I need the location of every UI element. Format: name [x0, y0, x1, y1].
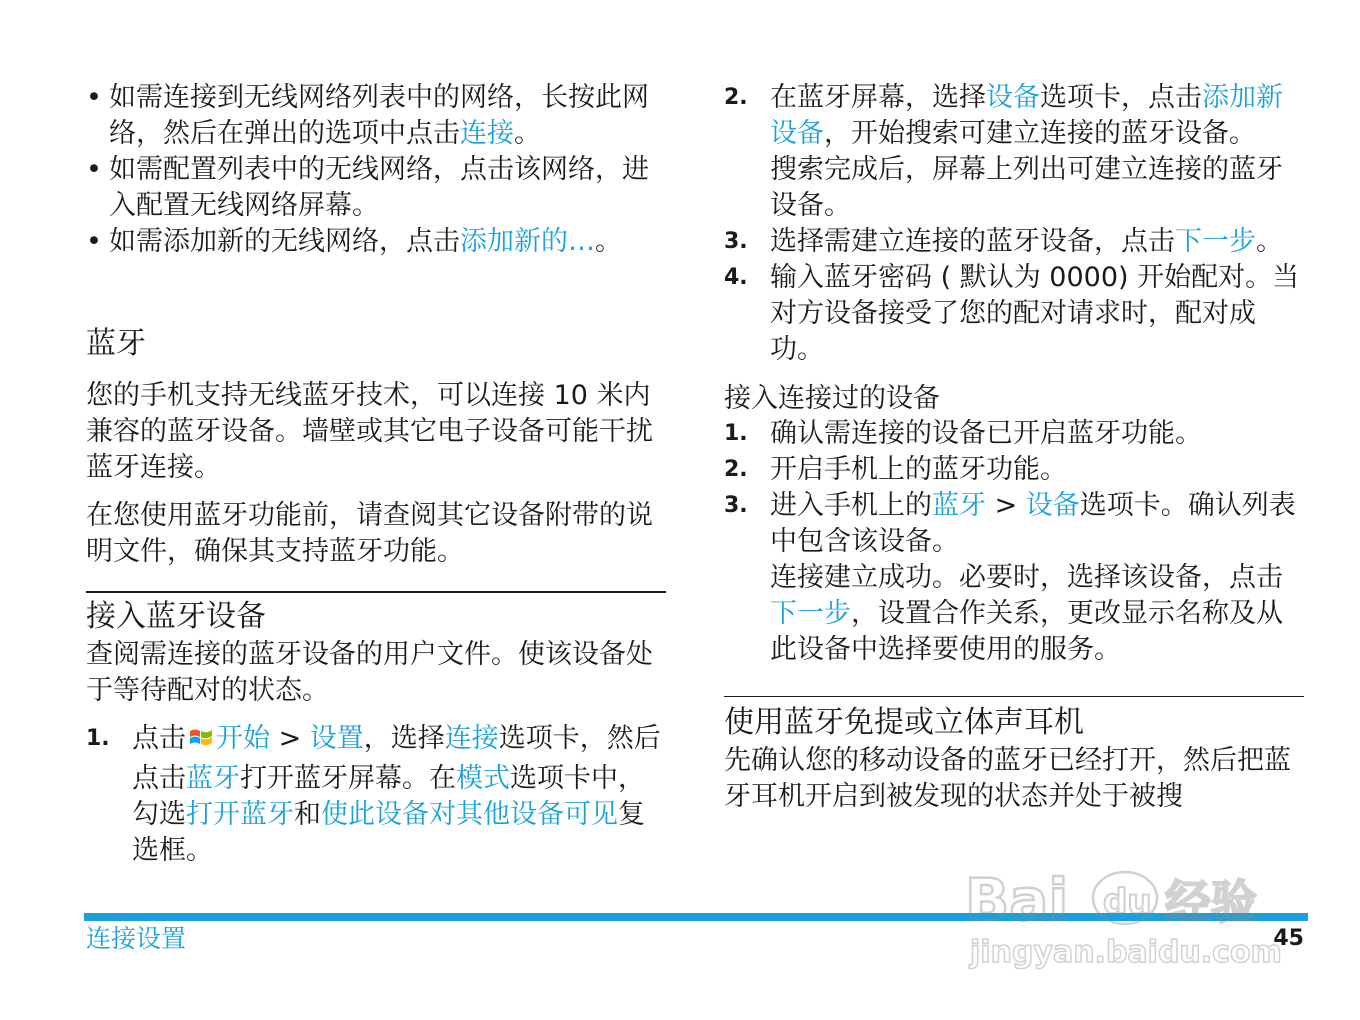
step-subtext: 连接建立成功。必要时，选择该设备，点击下一步，设置合作关系，更改显示名称及从此设备中选择要使用的服务。 — [770, 562, 1283, 665]
bullet-item: • 如需连接到无线网络列表中的网络，长按此网络，然后在弹出的选项中点击连接。 — [86, 82, 649, 149]
bullet-item: • 如需添加新的无线网络，点击添加新的…。 — [86, 224, 666, 260]
step-item: 2. 开启手机上的蓝牙功能。 — [724, 452, 1304, 488]
bluetooth-intro: 您的手机支持无线蓝牙技术，可以连接 10 米内兼容的蓝牙设备。墙壁或其它电子设备可能干扰蓝牙连接。 — [86, 380, 653, 483]
bluetooth-link[interactable]: 蓝牙 — [932, 490, 986, 521]
bluetooth-heading: 蓝牙 — [86, 326, 146, 361]
svg-text:经验: 经验 — [1165, 875, 1257, 929]
bullet-dot: • — [86, 82, 102, 113]
connect-device-intro: 查阅需连接的蓝牙设备的用户文件。使该设备处于等待配对的状态。 — [86, 639, 653, 706]
step-subtext: 搜索完成后，屏幕上列出可建立连接的蓝牙设备。 — [770, 154, 1283, 221]
section-divider — [724, 696, 1304, 697]
turn-on-bluetooth-link[interactable]: 打开蓝牙 — [186, 799, 294, 830]
mode-link[interactable]: 模式 — [456, 763, 510, 794]
step-item: 3. 选择需建立连接的蓝牙设备，点击下一步。 — [724, 224, 1304, 260]
reconnect-heading: 接入连接过的设备 — [724, 383, 940, 414]
add-new-device-link[interactable]: 添加新设备 — [770, 82, 1283, 149]
page-number: 45 — [1273, 926, 1304, 951]
step-number: 1. — [724, 421, 748, 446]
headset-intro: 先确认您的移动设备的蓝牙已经打开，然后把蓝牙耳机开启到被发现的状态并处于被搜 — [724, 745, 1291, 812]
step-item: 4. 输入蓝牙密码 ( 默认为 0000) 开始配对。当对方设备接受了您的配对请求时，配对成功。 — [724, 262, 1300, 365]
bullet-dot: • — [86, 154, 102, 185]
windows-start-icon — [188, 725, 214, 761]
svg-text:Bai: Bai — [965, 866, 1069, 934]
step-number: 1. — [86, 726, 110, 751]
right-column — [724, 80, 1304, 815]
next-link[interactable]: 下一步 — [1175, 226, 1256, 257]
connect-link[interactable]: 连接 — [460, 118, 514, 149]
step-item: 2. 在蓝牙屏幕，选择设备选项卡，点击添加新设备，开始搜索可建立连接的蓝牙设备。 搜索完成后，屏幕上列出可建立连接的蓝牙设备。 — [724, 80, 1304, 224]
bullet-item: • 如需配置列表中的无线网络，点击该网络，进入配置无线网络屏幕。 — [86, 154, 649, 221]
settings-link[interactable]: 设置 — [309, 723, 364, 754]
next-link[interactable]: 下一步 — [770, 598, 851, 629]
step-number: 4. — [724, 265, 748, 290]
bluetooth-link[interactable]: 蓝牙 — [186, 763, 240, 794]
section-divider — [86, 591, 666, 593]
step-number: 3. — [724, 229, 748, 254]
bullet-dot: • — [86, 226, 102, 257]
step-item: 1. 点击 开始 > 设置，选择连接选项卡，然后点击蓝牙打开蓝牙屏幕。在模式选项卡中，勾选打开蓝牙和使此设备对其他设备可见复选框。 — [86, 723, 661, 866]
svg-text:du: du — [1103, 882, 1152, 922]
devices-link[interactable]: 设备 — [1025, 490, 1080, 521]
step-number: 2. — [724, 85, 748, 110]
headset-heading: 使用蓝牙免提或立体声耳机 — [724, 705, 1084, 740]
connect-device-heading: 接入蓝牙设备 — [86, 599, 266, 634]
baidu-watermark-logo — [960, 858, 1290, 978]
svg-text:jingyan.baidu.com: jingyan.baidu.com — [970, 935, 1282, 970]
bluetooth-note: 在您使用蓝牙功能前，请查阅其它设备附带的说明文件，确保其支持蓝牙功能。 — [86, 500, 653, 567]
make-visible-link[interactable]: 使此设备对其他设备可见 — [321, 799, 618, 830]
left-column — [86, 80, 666, 869]
start-link[interactable]: 开始 — [216, 723, 270, 754]
step-item: 1. 确认需连接的设备已开启蓝牙功能。 — [724, 416, 1304, 452]
connections-link[interactable]: 连接 — [444, 723, 499, 754]
step-number: 3. — [724, 493, 748, 518]
add-new-link[interactable]: 添加新的… — [460, 226, 595, 257]
devices-link[interactable]: 设备 — [986, 82, 1040, 113]
step-item: 3. 进入手机上的蓝牙 > 设备选项卡。确认列表中包含该设备。 连接建立成功。必要时，选择该设备，点击下一步，设置合作关系，更改显示名称及从此设备中选择要使用的服务。 — [724, 488, 1304, 668]
footer-section-title: 连接设置 — [86, 924, 187, 953]
step-number: 2. — [724, 457, 748, 482]
